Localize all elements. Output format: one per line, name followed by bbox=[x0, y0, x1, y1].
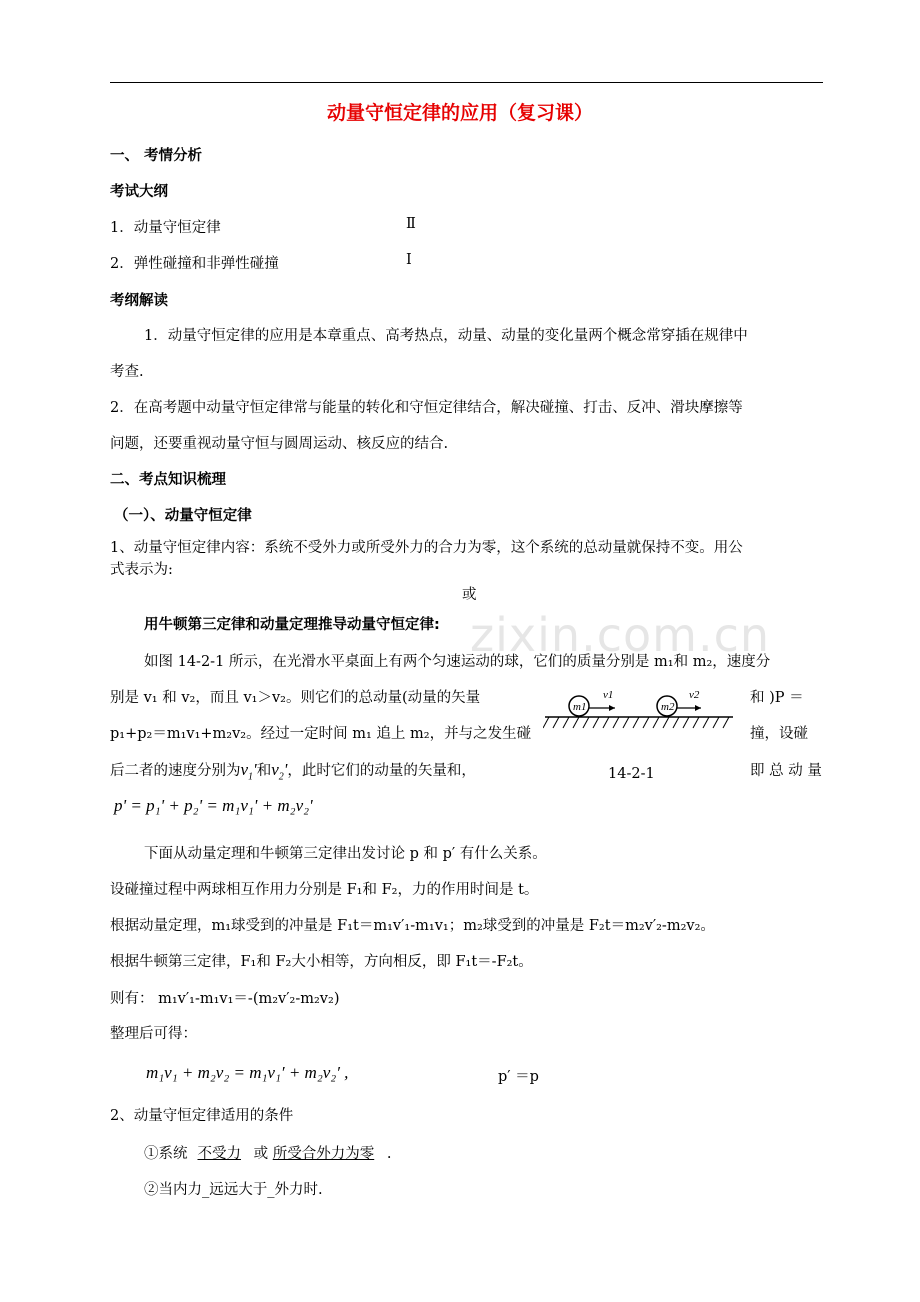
ball-m1-label: m1 bbox=[573, 701, 587, 713]
outline-item-1-level: Ⅱ bbox=[406, 216, 416, 232]
interp-p2-line1: 2．在高考题中动量守恒定律常与能量的转化和守恒定律结合，解决碰撞、打击、反冲、滑块摩擦等 bbox=[110, 400, 743, 416]
subsection1-heading: （一）、动量守恒定律 bbox=[114, 508, 252, 524]
fig-para-line4-c: ，此时它们的动量的矢量和， bbox=[287, 763, 476, 779]
top-rule bbox=[110, 82, 823, 83]
thus-line: 则有： m₁v′₁-m₁v₁＝-(m₂v′₂-m₂v₂) bbox=[110, 991, 340, 1007]
v1-label: v1 bbox=[603, 689, 614, 701]
cond1-suffix: . bbox=[386, 1146, 392, 1162]
total-momentum-equation: p' = p₁' + p₂' = m₁v₁' + m₂v₂' bbox=[114, 796, 313, 815]
cond1-answer-2: 所受合外力为零 bbox=[272, 1146, 375, 1162]
ball-m2-label: m2 bbox=[661, 701, 675, 713]
v2-arrowhead bbox=[695, 705, 701, 711]
outline-item-2: 2．弹性碰撞和非弹性碰撞 bbox=[110, 256, 279, 272]
watermark: zixin.com.cn bbox=[470, 608, 771, 662]
fig-para-line2-right: 和 )P ＝ bbox=[750, 690, 804, 706]
content1-line2: 式表示为: bbox=[110, 562, 173, 578]
impulse-line: 根据动量定理，m₁球受到的冲量是 F₁t＝m₁v′₁-m₁v₁；m₂球受到的冲量是 F₂t＝m₂v′₂-m₂v₂。 bbox=[110, 918, 715, 934]
conditions-heading: 2、动量守恒定律适用的条件 bbox=[110, 1108, 294, 1124]
fig-para-line4-right: 即 总 动 量 bbox=[750, 763, 822, 779]
derive-heading: 用牛顿第三定律和动量定理推导动量守恒定律: bbox=[144, 617, 440, 633]
forces-line: 设碰撞过程中两球相互作用力分别是 F₁和 F₂，力的作用时间是 t。 bbox=[110, 882, 539, 898]
interp-p2-line2: 问题，还要重视动量守恒与圆周运动、核反应的结合. bbox=[110, 436, 449, 452]
p-equals-line: p′ ＝p bbox=[498, 1069, 539, 1085]
collision-figure bbox=[543, 684, 739, 734]
v1-prime-symbol: $v_1'$ bbox=[240, 760, 257, 783]
fig-para-line4-a: 后二者的速度分别为 bbox=[110, 763, 241, 779]
fig-para-line3: p₁+p₂＝m₁v₁+m₂v₂。经过一定时间 m₁ 追上 m₂，并与之发生碰 bbox=[110, 726, 532, 742]
cond1-prefix: ①系统 bbox=[144, 1146, 188, 1162]
condition-2: ②当内力_远远大于_外力时. bbox=[144, 1182, 323, 1198]
page-title: 动量守恒定律的应用（复习课） bbox=[326, 102, 593, 124]
fig-para-line4 bbox=[110, 759, 476, 782]
cond1-answer-1: 不受力 bbox=[197, 1146, 241, 1162]
surface-hatching bbox=[543, 717, 729, 728]
or-text: 或 bbox=[462, 587, 477, 603]
v1-arrowhead bbox=[609, 705, 615, 711]
fig-para-line2: 别是 v₁ 和 v₂，而且 v₁＞v₂。则它们的总动量(动量的矢量 bbox=[110, 690, 481, 706]
section2-heading: 二、考点知识梳理 bbox=[110, 472, 226, 488]
section1-heading: 一、 考情分析 bbox=[110, 148, 203, 164]
interp-p1-line2: 考查. bbox=[110, 364, 144, 380]
cond1-or: 或 bbox=[253, 1146, 269, 1162]
v2-label: v2 bbox=[689, 689, 700, 701]
arrange-line: 整理后可得： bbox=[110, 1026, 197, 1042]
outline-item-1: 1．动量守恒定律 bbox=[110, 220, 221, 236]
interp-heading: 考纲解读 bbox=[110, 293, 168, 309]
outline-heading: 考试大纲 bbox=[110, 184, 168, 200]
final-equation: m₁v₁ + m₂v₂ = m₁v₁′ + m₂v₂′ , bbox=[146, 1063, 349, 1082]
interp-p1-line1: 1．动量守恒定律的应用是本章重点、高考热点，动量、动量的变化量两个概念常穿插在规律中 bbox=[144, 328, 748, 344]
fig-para-line3-right: 撞，设碰 bbox=[750, 726, 808, 742]
figure-caption: 14-2-1 bbox=[608, 766, 655, 782]
newton3-line: 根据牛顿第三定律，F₁和 F₂大小相等，方向相反，即 F₁t＝-F₂t。 bbox=[110, 954, 533, 970]
content1-line1: 1、动量守恒定律内容：系统不受外力或所受外力的合力为零，这个系统的总动量就保持不变。用公 bbox=[110, 540, 743, 556]
fig-para-line1: 如图 14-2-1 所示，在光滑水平桌面上有两个匀速运动的球，它们的质量分别是 m₁和 m₂，速度分 bbox=[144, 654, 771, 670]
outline-item-2-level: Ⅰ bbox=[406, 252, 412, 268]
discuss-line: 下面从动量定理和牛顿第三定律出发讨论 p 和 p′ 有什么关系。 bbox=[144, 846, 547, 862]
v2-prime-symbol: $v_2'$ bbox=[271, 760, 288, 783]
fig-para-line4-b: 和 bbox=[256, 763, 272, 779]
condition-1 bbox=[144, 1142, 391, 1163]
